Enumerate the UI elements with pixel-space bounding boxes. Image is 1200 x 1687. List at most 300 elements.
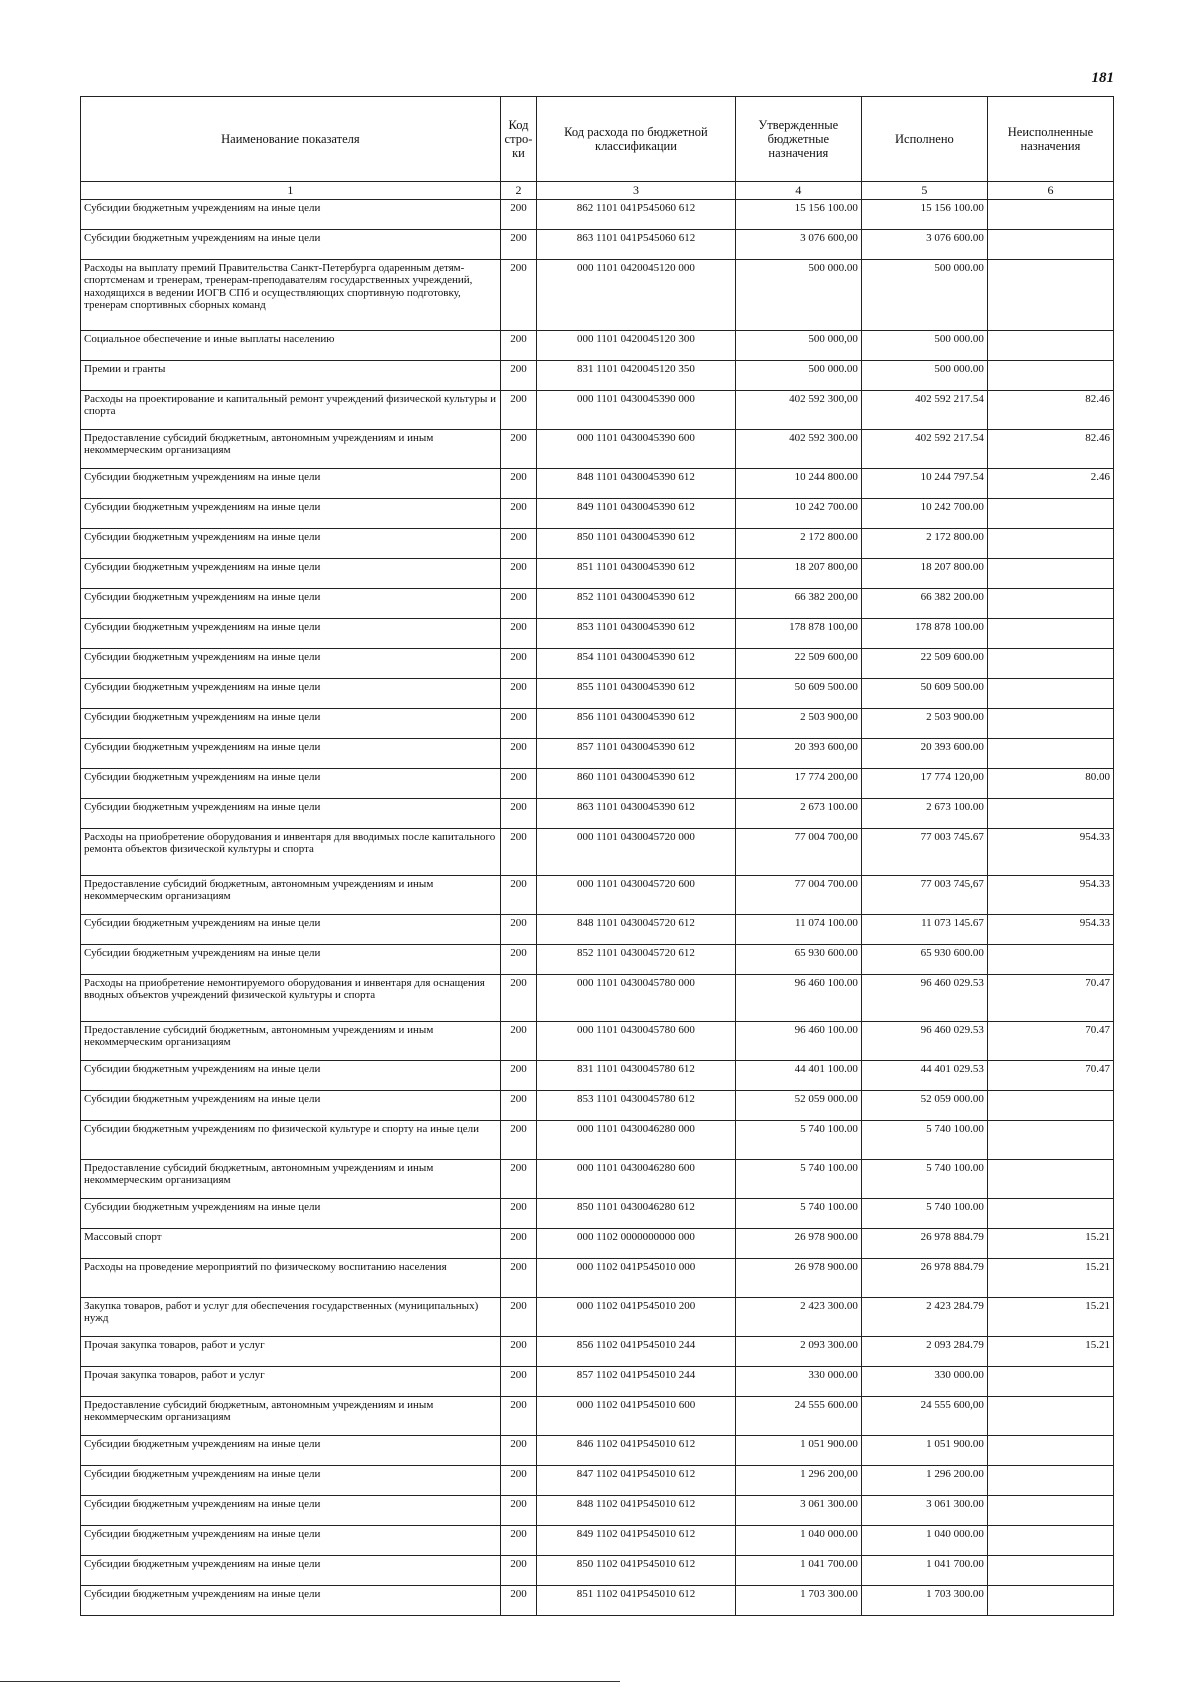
indicator-name-cell: Субсидии бюджетным учреждениям на иные цели	[81, 230, 501, 260]
approved-amount-cell: 5 740 100.00	[735, 1199, 861, 1229]
page-number: 181	[1091, 70, 1114, 86]
table-row	[81, 1466, 1114, 1496]
line-code-cell: 200	[500, 430, 536, 469]
unexecuted-amount-cell: 82.46	[987, 430, 1113, 469]
expense-code-cell: 857 1101 0430045390 612	[537, 739, 736, 769]
expense-code-cell: 000 1102 041P545010 600	[537, 1397, 736, 1436]
executed-amount-cell: 2 503 900.00	[861, 709, 987, 739]
approved-amount-cell: 26 978 900.00	[735, 1259, 861, 1298]
approved-amount-cell: 330 000.00	[735, 1367, 861, 1397]
indicator-name-cell: Субсидии бюджетным учреждениям на иные цели	[81, 200, 501, 230]
line-code-cell: 200	[500, 1496, 536, 1526]
expense-code-cell: 856 1101 0430045390 612	[537, 709, 736, 739]
executed-amount-cell: 96 460 029.53	[861, 975, 987, 1022]
table-row	[81, 1436, 1114, 1466]
expense-code-cell: 853 1101 0430045390 612	[537, 619, 736, 649]
approved-amount-cell: 52 059 000.00	[735, 1091, 861, 1121]
line-code-cell: 200	[500, 829, 536, 876]
column-number: 4	[735, 182, 861, 200]
executed-amount-cell: 5 740 100.00	[861, 1121, 987, 1160]
approved-amount-cell: 65 930 600.00	[735, 945, 861, 975]
approved-amount-cell: 15 156 100.00	[735, 200, 861, 230]
executed-amount-cell: 15 156 100.00	[861, 200, 987, 230]
table-row	[81, 391, 1114, 430]
expense-code-cell: 854 1101 0430045390 612	[537, 649, 736, 679]
line-code-cell: 200	[500, 499, 536, 529]
executed-amount-cell: 44 401 029.53	[861, 1061, 987, 1091]
line-code-cell: 200	[500, 915, 536, 945]
indicator-name-cell: Субсидии бюджетным учреждениям на иные цели	[81, 619, 501, 649]
executed-amount-cell: 50 609 500.00	[861, 679, 987, 709]
indicator-name-cell: Субсидии бюджетным учреждениям на иные цели	[81, 1199, 501, 1229]
approved-amount-cell: 1 040 000.00	[735, 1526, 861, 1556]
indicator-name-cell: Субсидии бюджетным учреждениям на иные цели	[81, 709, 501, 739]
table-row	[81, 799, 1114, 829]
indicator-name-cell: Расходы на приобретение оборудования и инвентаря для вводимых после капитального ремонта объектов физической культуры и спорта	[81, 829, 501, 876]
indicator-name-cell: Субсидии бюджетным учреждениям на иные цели	[81, 679, 501, 709]
approved-amount-cell: 96 460 100.00	[735, 975, 861, 1022]
executed-amount-cell: 11 073 145.67	[861, 915, 987, 945]
approved-amount-cell: 402 592 300.00	[735, 430, 861, 469]
line-code-cell: 200	[500, 260, 536, 331]
table-body	[81, 200, 1114, 1616]
line-code-cell: 200	[500, 1397, 536, 1436]
unexecuted-amount-cell: 70.47	[987, 1061, 1113, 1091]
unexecuted-amount-cell	[987, 1586, 1113, 1616]
approved-amount-cell: 17 774 200,00	[735, 769, 861, 799]
unexecuted-amount-cell	[987, 1091, 1113, 1121]
unexecuted-amount-cell	[987, 230, 1113, 260]
expense-code-cell: 000 1101 0430045780 000	[537, 975, 736, 1022]
table-row	[81, 1298, 1114, 1337]
line-code-cell: 200	[500, 1586, 536, 1616]
approved-amount-cell: 1 296 200,00	[735, 1466, 861, 1496]
unexecuted-amount-cell	[987, 619, 1113, 649]
column-number: 1	[81, 182, 501, 200]
indicator-name-cell: Субсидии бюджетным учреждениям на иные цели	[81, 1526, 501, 1556]
executed-amount-cell: 77 003 745,67	[861, 876, 987, 915]
line-code-cell: 200	[500, 1367, 536, 1397]
executed-amount-cell: 2 093 284.79	[861, 1337, 987, 1367]
executed-amount-cell: 500 000.00	[861, 361, 987, 391]
table-row	[81, 1061, 1114, 1091]
unexecuted-amount-cell	[987, 499, 1113, 529]
table-row	[81, 709, 1114, 739]
line-code-cell: 200	[500, 1022, 536, 1061]
line-code-cell: 200	[500, 975, 536, 1022]
line-code-cell: 200	[500, 739, 536, 769]
expense-code-cell: 863 1101 041P545060 612	[537, 230, 736, 260]
expense-code-cell: 000 1102 0000000000 000	[537, 1229, 736, 1259]
executed-amount-cell: 66 382 200.00	[861, 589, 987, 619]
column-number: 5	[861, 182, 987, 200]
unexecuted-amount-cell	[987, 739, 1113, 769]
indicator-name-cell: Массовый спорт	[81, 1229, 501, 1259]
line-code-cell: 200	[500, 876, 536, 915]
table-row	[81, 469, 1114, 499]
unexecuted-amount-cell: 2.46	[987, 469, 1113, 499]
header-line-code: Код стро- ки	[500, 97, 536, 182]
expense-code-cell: 846 1102 041P545010 612	[537, 1436, 736, 1466]
indicator-name-cell: Субсидии бюджетным учреждениям на иные цели	[81, 915, 501, 945]
line-code-cell: 200	[500, 1556, 536, 1586]
approved-amount-cell: 5 740 100.00	[735, 1160, 861, 1199]
executed-amount-cell: 402 592 217.54	[861, 430, 987, 469]
executed-amount-cell: 26 978 884.79	[861, 1259, 987, 1298]
executed-amount-cell: 24 555 600,00	[861, 1397, 987, 1436]
executed-amount-cell: 65 930 600.00	[861, 945, 987, 975]
indicator-name-cell: Субсидии бюджетным учреждениям на иные цели	[81, 945, 501, 975]
line-code-cell: 200	[500, 799, 536, 829]
executed-amount-cell: 18 207 800.00	[861, 559, 987, 589]
approved-amount-cell: 2 093 300.00	[735, 1337, 861, 1367]
expense-code-cell: 857 1102 041P545010 244	[537, 1367, 736, 1397]
expense-code-cell: 849 1101 0430045390 612	[537, 499, 736, 529]
approved-amount-cell: 77 004 700,00	[735, 829, 861, 876]
line-code-cell: 200	[500, 619, 536, 649]
unexecuted-amount-cell	[987, 200, 1113, 230]
unexecuted-amount-cell	[987, 1367, 1113, 1397]
expense-code-cell: 850 1101 0430045390 612	[537, 529, 736, 559]
executed-amount-cell: 77 003 745.67	[861, 829, 987, 876]
approved-amount-cell: 2 172 800.00	[735, 529, 861, 559]
column-number: 2	[500, 182, 536, 200]
indicator-name-cell: Субсидии бюджетным учреждениям на иные цели	[81, 529, 501, 559]
line-code-cell: 200	[500, 230, 536, 260]
unexecuted-amount-cell	[987, 1397, 1113, 1436]
line-code-cell: 200	[500, 1121, 536, 1160]
expense-code-cell: 855 1101 0430045390 612	[537, 679, 736, 709]
approved-amount-cell: 178 878 100,00	[735, 619, 861, 649]
column-number: 3	[537, 182, 736, 200]
expense-code-cell: 000 1101 0430045390 600	[537, 430, 736, 469]
unexecuted-amount-cell	[987, 529, 1113, 559]
table-row	[81, 739, 1114, 769]
table-row	[81, 331, 1114, 361]
expense-code-cell: 863 1101 0430045390 612	[537, 799, 736, 829]
line-code-cell: 200	[500, 559, 536, 589]
executed-amount-cell: 402 592 217.54	[861, 391, 987, 430]
unexecuted-amount-cell	[987, 1121, 1113, 1160]
executed-amount-cell: 20 393 600.00	[861, 739, 987, 769]
scan-bottom-rule	[0, 1681, 620, 1682]
header-expense-code: Код расхода по бюджетной классификации	[537, 97, 736, 182]
executed-amount-cell: 178 878 100.00	[861, 619, 987, 649]
unexecuted-amount-cell	[987, 649, 1113, 679]
unexecuted-amount-cell	[987, 945, 1113, 975]
expense-code-cell: 000 1101 0430045780 600	[537, 1022, 736, 1061]
indicator-name-cell: Субсидии бюджетным учреждениям по физической культуре и спорту на иные цели	[81, 1121, 501, 1160]
line-code-cell: 200	[500, 1259, 536, 1298]
table-row	[81, 260, 1114, 331]
unexecuted-amount-cell	[987, 361, 1113, 391]
indicator-name-cell: Субсидии бюджетным учреждениям на иные цели	[81, 1436, 501, 1466]
indicator-name-cell: Предоставление субсидий бюджетным, автономным учреждениям и иным некоммерческим организациям	[81, 876, 501, 915]
table-row	[81, 1091, 1114, 1121]
executed-amount-cell: 1 041 700.00	[861, 1556, 987, 1586]
indicator-name-cell: Субсидии бюджетным учреждениям на иные цели	[81, 1466, 501, 1496]
line-code-cell: 200	[500, 679, 536, 709]
approved-amount-cell: 500 000.00	[735, 260, 861, 331]
table-row	[81, 876, 1114, 915]
expense-code-cell: 000 1101 0430046280 600	[537, 1160, 736, 1199]
unexecuted-amount-cell	[987, 1466, 1113, 1496]
header-indicator-name: Наименование показателя	[81, 97, 501, 182]
expense-code-cell: 831 1101 0430045780 612	[537, 1061, 736, 1091]
line-code-cell: 200	[500, 1160, 536, 1199]
executed-amount-cell: 5 740 100.00	[861, 1199, 987, 1229]
line-code-cell: 200	[500, 529, 536, 559]
table-row	[81, 1160, 1114, 1199]
line-code-cell: 200	[500, 769, 536, 799]
unexecuted-amount-cell	[987, 1436, 1113, 1466]
table-row	[81, 499, 1114, 529]
indicator-name-cell: Субсидии бюджетным учреждениям на иные цели	[81, 589, 501, 619]
approved-amount-cell: 24 555 600.00	[735, 1397, 861, 1436]
indicator-name-cell: Закупка товаров, работ и услуг для обеспечения государственных (муниципальных) нужд	[81, 1298, 501, 1337]
line-code-cell: 200	[500, 391, 536, 430]
unexecuted-amount-cell: 70.47	[987, 1022, 1113, 1061]
unexecuted-amount-cell: 954.33	[987, 829, 1113, 876]
executed-amount-cell: 52 059 000.00	[861, 1091, 987, 1121]
indicator-name-cell: Расходы на проектирование и капитальный ремонт учреждений физической культуры и спорта	[81, 391, 501, 430]
table-row	[81, 1526, 1114, 1556]
unexecuted-amount-cell	[987, 559, 1113, 589]
indicator-name-cell: Предоставление субсидий бюджетным, автономным учреждениям и иным некоммерческим организациям	[81, 1160, 501, 1199]
unexecuted-amount-cell: 82.46	[987, 391, 1113, 430]
table-row	[81, 559, 1114, 589]
line-code-cell: 200	[500, 1091, 536, 1121]
line-code-cell: 200	[500, 331, 536, 361]
approved-amount-cell: 44 401 100.00	[735, 1061, 861, 1091]
line-code-cell: 200	[500, 1337, 536, 1367]
unexecuted-amount-cell	[987, 679, 1113, 709]
approved-amount-cell: 3 061 300.00	[735, 1496, 861, 1526]
line-code-cell: 200	[500, 649, 536, 679]
executed-amount-cell: 10 242 700.00	[861, 499, 987, 529]
line-code-cell: 200	[500, 1436, 536, 1466]
unexecuted-amount-cell	[987, 1496, 1113, 1526]
table-row	[81, 915, 1114, 945]
approved-amount-cell: 2 673 100.00	[735, 799, 861, 829]
unexecuted-amount-cell	[987, 260, 1113, 331]
indicator-name-cell: Расходы на проведение мероприятий по физическому воспитанию населения	[81, 1259, 501, 1298]
unexecuted-amount-cell	[987, 331, 1113, 361]
approved-amount-cell: 26 978 900.00	[735, 1229, 861, 1259]
line-code-cell: 200	[500, 1526, 536, 1556]
unexecuted-amount-cell: 15.21	[987, 1298, 1113, 1337]
line-code-cell: 200	[500, 469, 536, 499]
table-row	[81, 1121, 1114, 1160]
expense-code-cell: 850 1102 041P545010 612	[537, 1556, 736, 1586]
executed-amount-cell: 5 740 100.00	[861, 1160, 987, 1199]
approved-amount-cell: 2 503 900,00	[735, 709, 861, 739]
expense-code-cell: 847 1102 041P545010 612	[537, 1466, 736, 1496]
executed-amount-cell: 1 051 900.00	[861, 1436, 987, 1466]
table-row	[81, 769, 1114, 799]
approved-amount-cell: 500 000,00	[735, 331, 861, 361]
table-header-row	[81, 97, 1114, 182]
indicator-name-cell: Субсидии бюджетным учреждениям на иные цели	[81, 1496, 501, 1526]
expense-code-cell: 000 1101 0430046280 000	[537, 1121, 736, 1160]
expense-code-cell: 851 1101 0430045390 612	[537, 559, 736, 589]
approved-amount-cell: 1 041 700.00	[735, 1556, 861, 1586]
indicator-name-cell: Субсидии бюджетным учреждениям на иные цели	[81, 799, 501, 829]
executed-amount-cell: 2 673 100.00	[861, 799, 987, 829]
unexecuted-amount-cell	[987, 1199, 1113, 1229]
indicator-name-cell: Премии и гранты	[81, 361, 501, 391]
approved-amount-cell: 500 000.00	[735, 361, 861, 391]
table-row	[81, 1337, 1114, 1367]
unexecuted-amount-cell	[987, 709, 1113, 739]
table-row	[81, 200, 1114, 230]
indicator-name-cell: Субсидии бюджетным учреждениям на иные цели	[81, 1586, 501, 1616]
table-row	[81, 649, 1114, 679]
indicator-name-cell: Прочая закупка товаров, работ и услуг	[81, 1367, 501, 1397]
indicator-name-cell: Расходы на приобретение немонтируемого оборудования и инвентаря для оснащения вводных объектов учреждений физической культуры и спорта	[81, 975, 501, 1022]
approved-amount-cell: 1 051 900.00	[735, 1436, 861, 1466]
line-code-cell: 200	[500, 589, 536, 619]
approved-amount-cell: 2 423 300.00	[735, 1298, 861, 1337]
expense-code-cell: 850 1101 0430046280 612	[537, 1199, 736, 1229]
unexecuted-amount-cell	[987, 1160, 1113, 1199]
unexecuted-amount-cell: 954.33	[987, 876, 1113, 915]
approved-amount-cell: 50 609 500.00	[735, 679, 861, 709]
expense-code-cell: 000 1101 0420045120 300	[537, 331, 736, 361]
unexecuted-amount-cell: 15.21	[987, 1229, 1113, 1259]
indicator-name-cell: Расходы на выплату премий Правительства Санкт-Петербурга одаренным детям-спортсменам и тренерам, тренерам-преподавателям государственных учреждений, находящихся в ведении ИОГВ СПб и осуществляющих спортивную подготовку, тренерам спортивных сборных команд	[81, 260, 501, 331]
table-row	[81, 1229, 1114, 1259]
indicator-name-cell: Субсидии бюджетным учреждениям на иные цели	[81, 1061, 501, 1091]
expense-code-cell: 848 1101 0430045390 612	[537, 469, 736, 499]
table-row	[81, 589, 1114, 619]
executed-amount-cell: 26 978 884.79	[861, 1229, 987, 1259]
executed-amount-cell: 22 509 600.00	[861, 649, 987, 679]
table-row	[81, 1556, 1114, 1586]
unexecuted-amount-cell	[987, 799, 1113, 829]
expense-code-cell: 848 1102 041P545010 612	[537, 1496, 736, 1526]
line-code-cell: 200	[500, 945, 536, 975]
table-row	[81, 1586, 1114, 1616]
executed-amount-cell: 2 423 284.79	[861, 1298, 987, 1337]
line-code-cell: 200	[500, 361, 536, 391]
expense-code-cell: 853 1101 0430045780 612	[537, 1091, 736, 1121]
executed-amount-cell: 3 076 600.00	[861, 230, 987, 260]
executed-amount-cell: 1 040 000.00	[861, 1526, 987, 1556]
indicator-name-cell: Субсидии бюджетным учреждениям на иные цели	[81, 769, 501, 799]
indicator-name-cell: Социальное обеспечение и иные выплаты населению	[81, 331, 501, 361]
expense-code-cell: 862 1101 041P545060 612	[537, 200, 736, 230]
line-code-cell: 200	[500, 1298, 536, 1337]
approved-amount-cell: 10 244 800.00	[735, 469, 861, 499]
indicator-name-cell: Предоставление субсидий бюджетным, автономным учреждениям и иным некоммерческим организациям	[81, 1022, 501, 1061]
executed-amount-cell: 1 296 200.00	[861, 1466, 987, 1496]
table-row	[81, 1367, 1114, 1397]
table-row	[81, 679, 1114, 709]
executed-amount-cell: 96 460 029.53	[861, 1022, 987, 1061]
expense-code-cell: 852 1101 0430045390 612	[537, 589, 736, 619]
indicator-name-cell: Субсидии бюджетным учреждениям на иные цели	[81, 739, 501, 769]
header-unexecuted: Неисполненные назначения	[987, 97, 1113, 182]
indicator-name-cell: Субсидии бюджетным учреждениям на иные цели	[81, 559, 501, 589]
line-code-cell: 200	[500, 1199, 536, 1229]
column-numbers-row	[81, 182, 1114, 200]
expense-code-cell: 000 1101 0420045120 000	[537, 260, 736, 331]
indicator-name-cell: Субсидии бюджетным учреждениям на иные цели	[81, 469, 501, 499]
expense-code-cell: 831 1101 0420045120 350	[537, 361, 736, 391]
expense-code-cell: 856 1102 041P545010 244	[537, 1337, 736, 1367]
indicator-name-cell: Предоставление субсидий бюджетным, автономным учреждениям и иным некоммерческим организациям	[81, 1397, 501, 1436]
indicator-name-cell: Предоставление субсидий бюджетным, автономным учреждениям и иным некоммерческим организациям	[81, 430, 501, 469]
approved-amount-cell: 10 242 700.00	[735, 499, 861, 529]
approved-amount-cell: 96 460 100.00	[735, 1022, 861, 1061]
approved-amount-cell: 1 703 300.00	[735, 1586, 861, 1616]
table-row	[81, 230, 1114, 260]
table-row	[81, 829, 1114, 876]
expense-code-cell: 860 1101 0430045390 612	[537, 769, 736, 799]
table-row	[81, 945, 1114, 975]
column-number: 6	[987, 182, 1113, 200]
approved-amount-cell: 3 076 600,00	[735, 230, 861, 260]
executed-amount-cell: 10 244 797.54	[861, 469, 987, 499]
expense-code-cell: 852 1101 0430045720 612	[537, 945, 736, 975]
line-code-cell: 200	[500, 200, 536, 230]
expense-code-cell: 849 1102 041P545010 612	[537, 1526, 736, 1556]
executed-amount-cell: 1 703 300.00	[861, 1586, 987, 1616]
table-row	[81, 1199, 1114, 1229]
indicator-name-cell: Субсидии бюджетным учреждениям на иные цели	[81, 649, 501, 679]
approved-amount-cell: 11 074 100.00	[735, 915, 861, 945]
line-code-cell: 200	[500, 709, 536, 739]
unexecuted-amount-cell: 15.21	[987, 1337, 1113, 1367]
line-code-cell: 200	[500, 1229, 536, 1259]
indicator-name-cell: Субсидии бюджетным учреждениям на иные цели	[81, 1091, 501, 1121]
indicator-name-cell: Субсидии бюджетным учреждениям на иные цели	[81, 1556, 501, 1586]
unexecuted-amount-cell: 15.21	[987, 1259, 1113, 1298]
expense-code-cell: 000 1102 041P545010 200	[537, 1298, 736, 1337]
unexecuted-amount-cell: 70.47	[987, 975, 1113, 1022]
line-code-cell: 200	[500, 1466, 536, 1496]
unexecuted-amount-cell: 80.00	[987, 769, 1113, 799]
header-approved: Утвержденные бюджетные назначения	[735, 97, 861, 182]
executed-amount-cell: 500 000.00	[861, 260, 987, 331]
table-row	[81, 361, 1114, 391]
line-code-cell: 200	[500, 1061, 536, 1091]
approved-amount-cell: 5 740 100.00	[735, 1121, 861, 1160]
approved-amount-cell: 402 592 300,00	[735, 391, 861, 430]
unexecuted-amount-cell	[987, 589, 1113, 619]
approved-amount-cell: 77 004 700.00	[735, 876, 861, 915]
approved-amount-cell: 18 207 800,00	[735, 559, 861, 589]
executed-amount-cell: 3 061 300.00	[861, 1496, 987, 1526]
indicator-name-cell: Прочая закупка товаров, работ и услуг	[81, 1337, 501, 1367]
approved-amount-cell: 66 382 200,00	[735, 589, 861, 619]
table-row	[81, 1259, 1114, 1298]
table-row	[81, 1022, 1114, 1061]
expense-code-cell: 000 1101 0430045720 000	[537, 829, 736, 876]
table-row	[81, 529, 1114, 559]
executed-amount-cell: 500 000.00	[861, 331, 987, 361]
table-row	[81, 619, 1114, 649]
unexecuted-amount-cell	[987, 1526, 1113, 1556]
expense-code-cell: 848 1101 0430045720 612	[537, 915, 736, 945]
executed-amount-cell: 17 774 120,00	[861, 769, 987, 799]
approved-amount-cell: 22 509 600,00	[735, 649, 861, 679]
approved-amount-cell: 20 393 600,00	[735, 739, 861, 769]
header-executed: Исполнено	[861, 97, 987, 182]
executed-amount-cell: 330 000.00	[861, 1367, 987, 1397]
expense-code-cell: 000 1101 0430045390 000	[537, 391, 736, 430]
